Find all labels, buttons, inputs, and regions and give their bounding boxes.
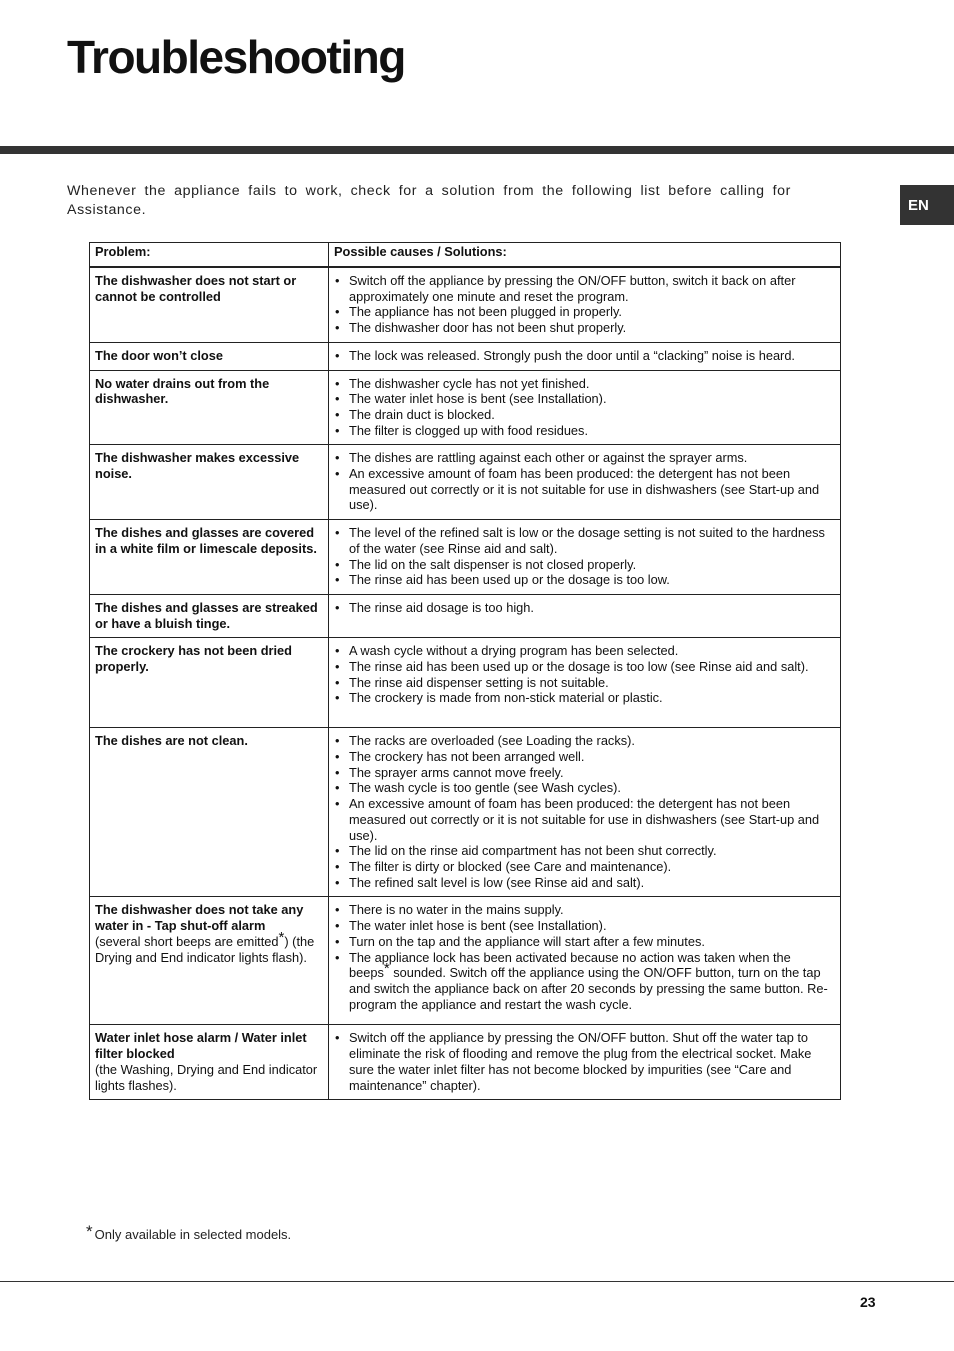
solutions-list	[334, 273, 835, 336]
solution-item: • The rinse aid has been used up or the dosage is too low.	[334, 572, 835, 588]
table-row	[90, 594, 841, 637]
problem-note-start: (several short beeps are emitted	[95, 933, 279, 949]
solution-item: • The filter is dirty or blocked (see Care and maintenance).	[334, 859, 835, 875]
solutions-list	[334, 600, 835, 616]
solution-item: • The wash cycle is too gentle (see Wash cycles).	[334, 780, 835, 796]
solutions-cell	[329, 267, 841, 342]
troubleshooting-table	[89, 242, 841, 1100]
problem-cell	[90, 728, 329, 897]
footnote-asterisk: *	[86, 1222, 93, 1241]
table-row	[90, 520, 841, 595]
solutions-list	[334, 733, 835, 890]
problem-cell	[90, 897, 329, 1025]
problem-note-end: ) (the Drying and End indicator lights flash).	[95, 933, 315, 965]
solutions-list	[334, 643, 835, 706]
header-problem: Problem:	[90, 243, 329, 268]
solutions-cell	[329, 520, 841, 595]
solution-item: • A wash cycle without a drying program has been selected.	[334, 643, 835, 659]
solution-item: • The lid on the salt dispenser is not closed properly.	[334, 557, 835, 573]
solutions-cell	[329, 728, 841, 897]
solution-item	[334, 950, 835, 1013]
problem-note	[95, 928, 323, 965]
solution-item: • The crockery is made from non-stick material or plastic.	[334, 690, 835, 706]
problem-text: The dishwasher does not take any water in - Tap shut-off alarm	[95, 902, 304, 934]
solutions-cell	[329, 1025, 841, 1100]
language-tab: EN	[900, 185, 954, 225]
problem-text: Water inlet hose alarm / Water inlet filter blocked	[95, 1030, 307, 1062]
footnote-text: Only available in selected models.	[94, 1227, 292, 1242]
solutions-list	[334, 902, 835, 1012]
problem-text: No water drains out from the dishwasher.	[95, 375, 270, 407]
problem-cell	[90, 1025, 329, 1100]
asterisk-marker: *	[383, 960, 390, 978]
solutions-cell	[329, 594, 841, 637]
problem-text: The dishes and glasses are streaked or have a bluish tinge.	[95, 599, 318, 631]
table-row	[90, 1025, 841, 1100]
solution-item: • Switch off the appliance by pressing the ON/OFF button, switch it back on after approximately one minute and reset the program.	[334, 273, 835, 304]
problem-text: The dishwasher makes excessive noise.	[95, 450, 300, 482]
solution-item: • Switch off the appliance by pressing the ON/OFF button. Shut off the water tap to eliminate the risk of flooding and remove the plug from the electrical socket. Make sure the water inlet filter has not become blocked by impurities (see “Care and maintenance” chapter).	[334, 1030, 835, 1093]
solution-item: • The lock was released. Strongly push the door until a “clacking” noise is heard.	[334, 348, 835, 364]
solutions-list	[334, 525, 835, 588]
intro-text: Whenever the appliance fails to work, check for a solution from the following list before calling for Assistance.	[67, 183, 791, 218]
solution-item: • The water inlet hose is bent (see Installation).	[334, 391, 835, 407]
table-row	[90, 342, 841, 370]
solution-item: • The crockery has not been arranged well.	[334, 749, 835, 765]
problem-cell	[90, 370, 329, 445]
solution-item: • The level of the refined salt is low or the dosage setting is not suited to the hardness of the water (see Rinse aid and salt).	[334, 525, 835, 556]
problem-cell	[90, 267, 329, 342]
solutions-cell	[329, 370, 841, 445]
solution-item: • The rinse aid dosage is too high.	[334, 600, 835, 616]
solutions-list	[334, 376, 835, 439]
solution-item: • The filter is clogged up with food residues.	[334, 423, 835, 439]
problem-cell	[90, 594, 329, 637]
footnote	[86, 1222, 291, 1242]
problem-cell	[90, 638, 329, 728]
table-row	[90, 728, 841, 897]
problem-text: The dishwasher does not start or cannot be controlled	[95, 273, 297, 304]
problem-text: The crockery has not been dried properly.	[95, 643, 292, 675]
solution-item: • The sprayer arms cannot move freely.	[334, 765, 835, 781]
solution-item: • The water inlet hose is bent (see Installation).	[334, 918, 835, 934]
header-divider-bar	[0, 146, 954, 154]
solutions-list	[334, 450, 835, 513]
solution-text-end: sounded. Switch off the appliance using the ON/OFF button, turn on the tap and switch the appliance back on after 20 seconds by pressing the same button. Re-program the appliance and restart the wash cycle.	[349, 965, 828, 1012]
problem-text: The dishes and glasses are covered in a white film or limescale deposits.	[95, 525, 317, 556]
table-row	[90, 445, 841, 520]
problem-cell	[90, 342, 329, 370]
solution-item: • The rinse aid dispenser setting is not suitable.	[334, 675, 835, 691]
solution-item: • The appliance has not been plugged in properly.	[334, 304, 835, 320]
table-row	[90, 267, 841, 342]
page-title: Troubleshooting	[67, 31, 405, 83]
solutions-list	[334, 348, 835, 364]
header-solutions: Possible causes / Solutions:	[329, 243, 841, 268]
solutions-cell	[329, 638, 841, 728]
table-header-row	[90, 243, 841, 268]
problem-cell	[90, 520, 329, 595]
table-row	[90, 370, 841, 445]
solution-text-start: The appliance lock has been activated because no action was taken when the beeps	[349, 949, 791, 981]
table-row	[90, 897, 841, 1025]
solutions-cell	[329, 445, 841, 520]
solution-item: • There is no water in the mains supply.	[334, 902, 835, 918]
footer-divider	[0, 1281, 954, 1282]
page-number: 23	[860, 1294, 876, 1310]
solution-item: • An excessive amount of foam has been produced: the detergent has not been measured out correctly or it is not suitable for use in dishwashers (see Start-up and use).	[334, 466, 835, 513]
problem-text: The dishes are not clean.	[95, 733, 248, 749]
solutions-list	[334, 1030, 835, 1093]
solution-item: • The drain duct is blocked.	[334, 407, 835, 423]
solution-item: • The lid on the rinse aid compartment has not been shut correctly.	[334, 843, 835, 859]
solution-item: • The dishwasher door has not been shut properly.	[334, 320, 835, 336]
solution-item: • The refined salt level is low (see Rinse aid and salt).	[334, 875, 835, 891]
solution-item: • The dishwasher cycle has not yet finished.	[334, 376, 835, 392]
solutions-cell	[329, 342, 841, 370]
solution-item: • The rinse aid has been used up or the dosage is too low (see Rinse aid and salt).	[334, 659, 835, 675]
solutions-cell	[329, 897, 841, 1025]
solution-item: • Turn on the tap and the appliance will start after a few minutes.	[334, 934, 835, 950]
solution-item: • The racks are overloaded (see Loading the racks).	[334, 733, 835, 749]
table-row	[90, 638, 841, 728]
solution-item: • An excessive amount of foam has been produced: the detergent has not been measured out correctly or it is not suitable for use in dishwashers (see Start-up and use).	[334, 796, 835, 843]
solution-item: • The dishes are rattling against each other or against the sprayer arms.	[334, 450, 835, 466]
problem-note: (the Washing, Drying and End indicator lights flashes).	[95, 1061, 318, 1093]
problem-cell	[90, 445, 329, 520]
problem-text: The door won’t close	[95, 347, 223, 363]
asterisk-marker: *	[278, 928, 285, 946]
